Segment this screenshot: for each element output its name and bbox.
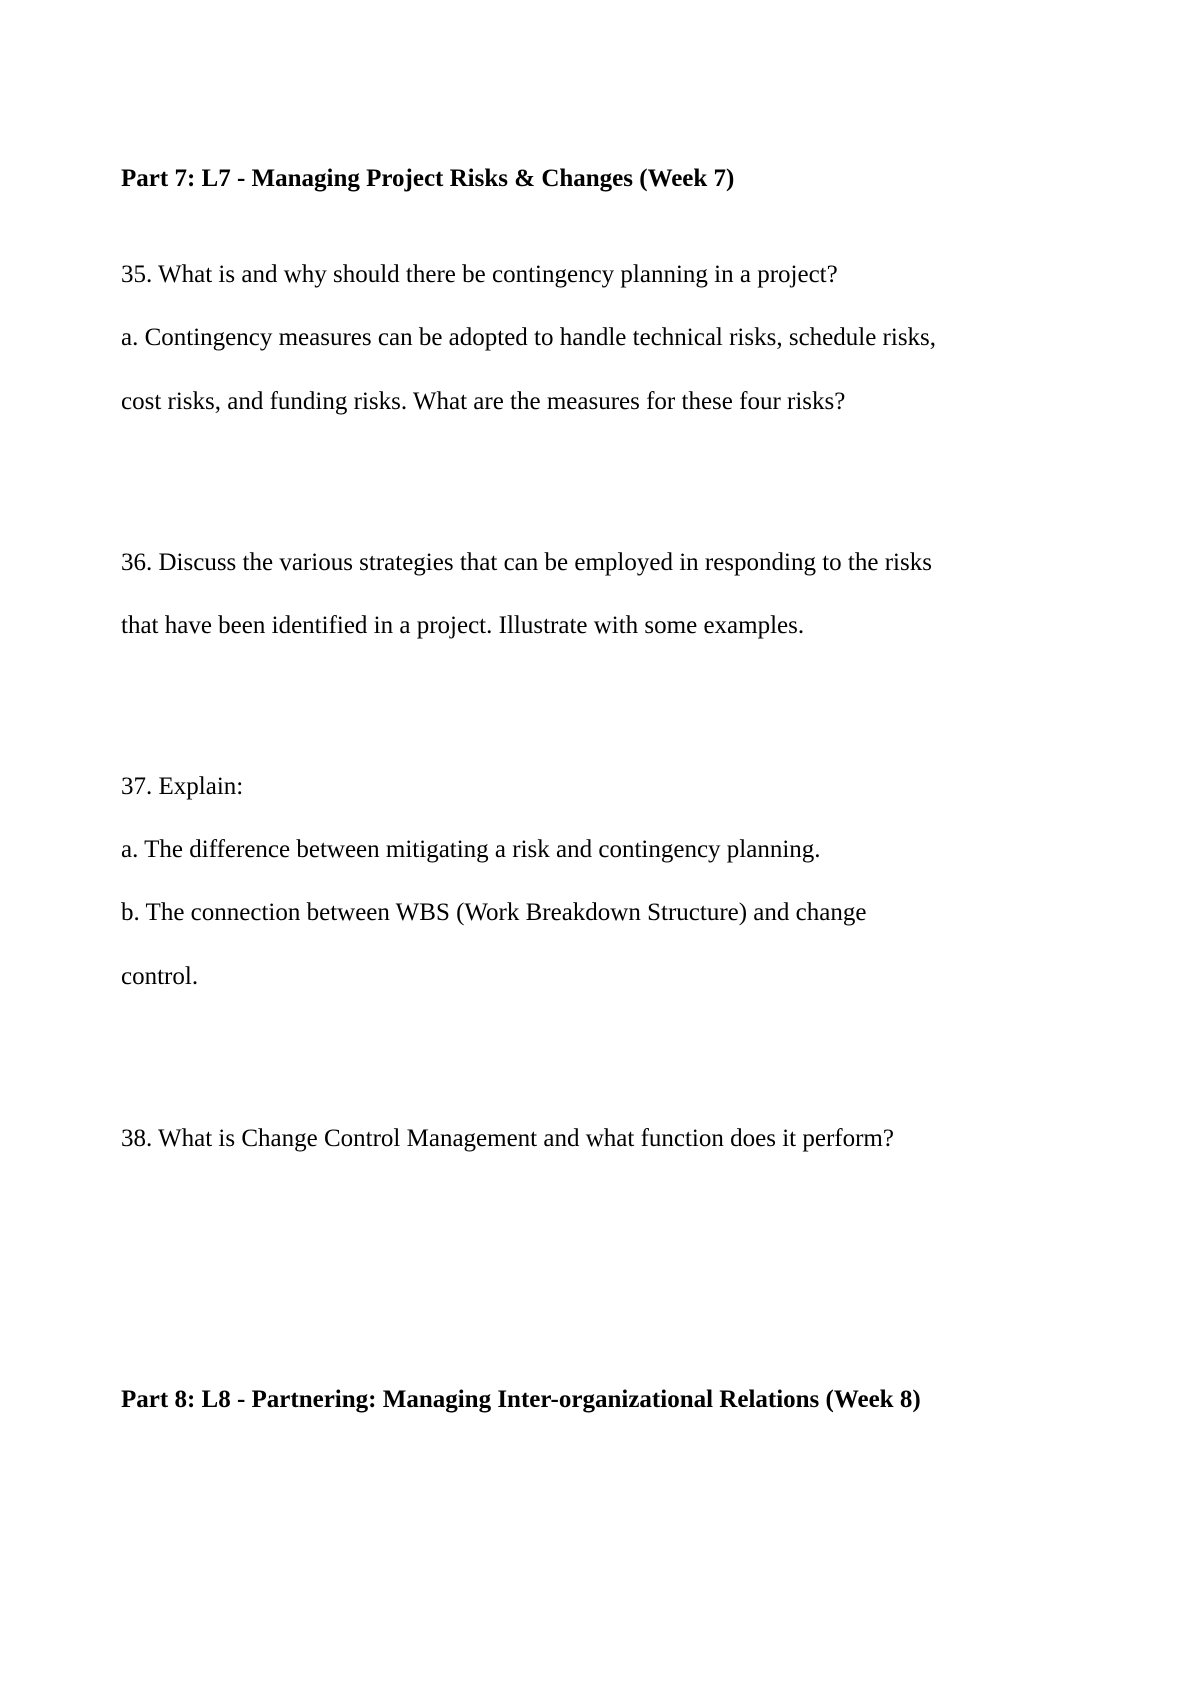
question-37b-line2: control. <box>121 963 199 990</box>
question-36-line1: 36. Discuss the various strategies that can be employed in responding to the risks <box>121 549 932 576</box>
part8-heading: Part 8: L8 - Partnering: Managing Inter-organizational Relations (Week 8) <box>121 1386 921 1413</box>
question-37: 37. Explain: <box>121 773 244 800</box>
part7-heading: Part 7: L7 - Managing Project Risks & Changes (Week 7) <box>121 165 735 192</box>
question-35: 35. What is and why should there be contingency planning in a project? <box>121 261 838 288</box>
question-35a-line1: a. Contingency measures can be adopted to handle technical risks, schedule risks, <box>121 324 937 351</box>
question-37a: a. The difference between mitigating a risk and contingency planning. <box>121 836 821 863</box>
question-38: 38. What is Change Control Management and what function does it perform? <box>121 1125 894 1152</box>
question-36-line2: that have been identified in a project. Illustrate with some examples. <box>121 612 805 639</box>
question-37b-line1: b. The connection between WBS (Work Breakdown Structure) and change <box>121 899 867 926</box>
question-35a-line2: cost risks, and funding risks. What are the measures for these four risks? <box>121 388 846 415</box>
